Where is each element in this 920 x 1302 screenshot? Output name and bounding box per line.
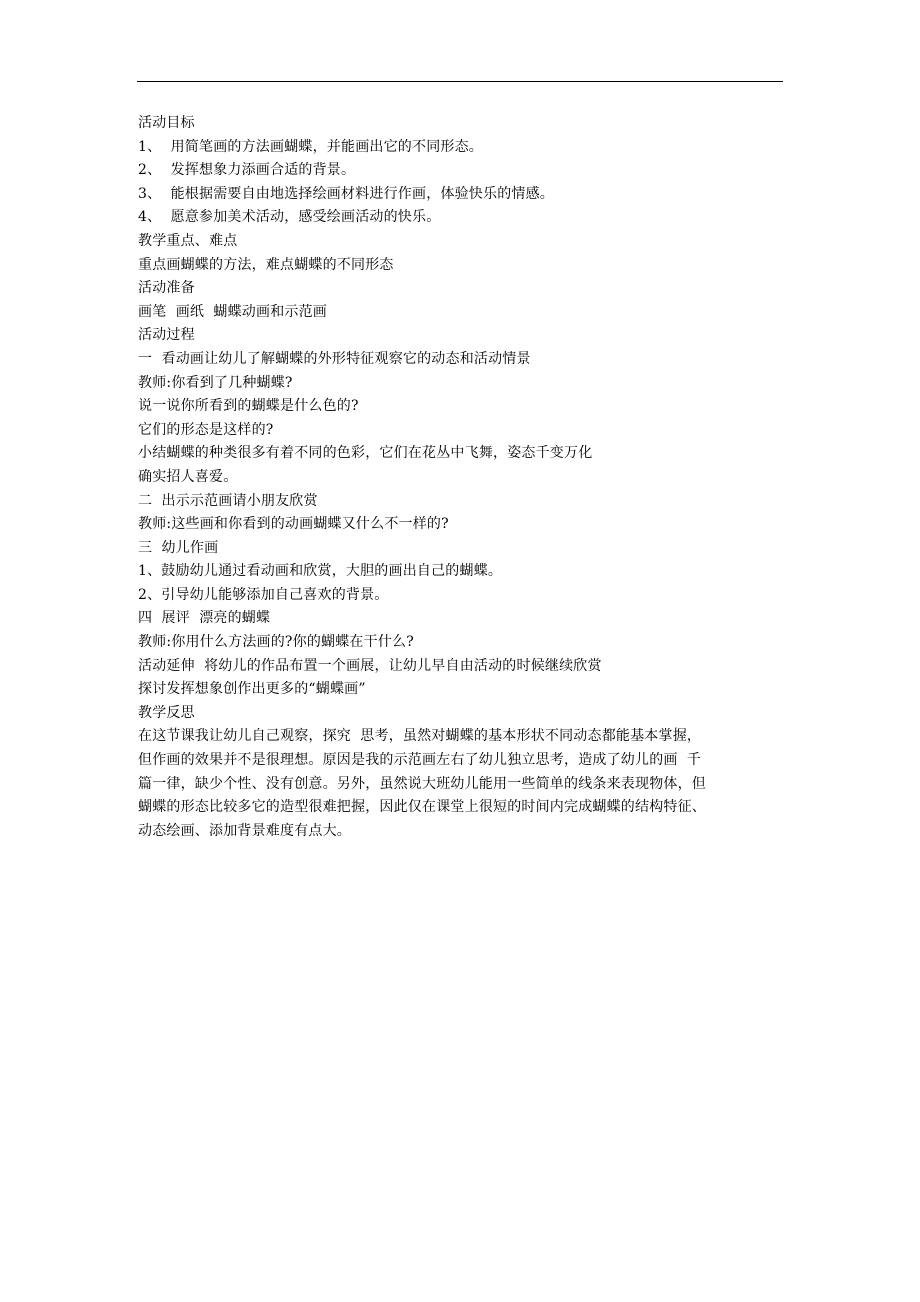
objective-item-1: 1、 用简笔画的方法画蝴蝶，并能画出它的不同形态。 <box>138 138 484 155</box>
objective-item-4: 4、 愿意参加美术活动，感受绘画活动的快乐。 <box>138 209 441 226</box>
process-line: 2、引导幼儿能够添加自己喜欢的背景。 <box>138 586 389 603</box>
reflection-line: 动态绘画、添加背景难度有点大。 <box>138 822 351 839</box>
process-line: 教师:这些画和你看到的动画蝴蝶又什么不一样的? <box>138 516 449 533</box>
process-line: 1、鼓励幼儿通过看动画和欣赏，大胆的画出自己的蝴蝶。 <box>138 563 503 580</box>
reflection-line: 但作画的效果并不是很理想。原因是我的示范画左右了幼儿独立思考，造成了幼儿的画 千 <box>138 752 702 769</box>
extension-text: 活动延伸 将幼儿的作品布置一个画展，让幼儿早自由活动的时候继续欣赏 <box>138 657 602 674</box>
section-heading-objectives: 活动目标 <box>138 115 195 131</box>
process-line: 它们的形态是这样的? <box>138 421 274 438</box>
objective-item-2: 2、 发挥想象力添画合适的背景。 <box>138 162 356 179</box>
objective-item-3: 3、 能根据需要自由地选择绘画材料进行作画，体验快乐的情感。 <box>138 185 555 202</box>
section-heading-preparation: 活动准备 <box>138 280 195 297</box>
extension-text: 探讨发挥想象创作出更多的“蝴蝶画” <box>138 681 366 698</box>
section-heading-process: 活动过程 <box>138 327 195 344</box>
process-line: 小结蝴蝶的种类很多有着不同的色彩，它们在花丛中飞舞，姿态千变万化 <box>138 445 593 462</box>
process-step-4: 四 展评 漂亮的蝴蝶 <box>138 610 271 627</box>
key-points-text: 重点画蝴蝶的方法，难点蝴蝶的不同形态 <box>138 256 394 273</box>
process-line: 说一说你所看到的蝴蝶是什么色的? <box>138 398 359 415</box>
header-rule <box>137 81 783 82</box>
process-step-3: 三 幼儿作画 <box>138 539 219 556</box>
process-step-1: 一 看动画让幼儿了解蝴蝶的外形特征观察它的动态和活动情景 <box>138 350 531 367</box>
process-line: 教师:你看到了几种蝴蝶? <box>138 374 293 391</box>
process-step-2: 二 出示示范画请小朋友欣赏 <box>138 492 318 509</box>
document-body <box>138 112 798 843</box>
preparation-text: 画笔 画纸 蝴蝶动画和示范画 <box>138 303 327 320</box>
reflection-line: 篇一律，缺少个性、没有创意。另外，虽然说大班幼儿能用一些简单的线条来表现物体，但 <box>138 775 706 792</box>
reflection-line: 在这节课我让幼儿自己观察，探究 思考，虽然对蝴蝶的基本形状不同动态都能基本掌握， <box>138 728 702 745</box>
section-heading-reflection: 教学反思 <box>138 704 195 721</box>
reflection-line: 蝴蝶的形态比较多它的造型很难把握，因此仅在课堂上很短的时间内完成蝴蝶的结构特征、 <box>138 799 706 816</box>
section-heading-key-points: 教学重点、难点 <box>138 232 238 249</box>
process-line: 教师:你用什么方法画的?你的蝴蝶在干什么? <box>138 634 414 651</box>
process-line: 确实招人喜爱。 <box>138 468 238 485</box>
